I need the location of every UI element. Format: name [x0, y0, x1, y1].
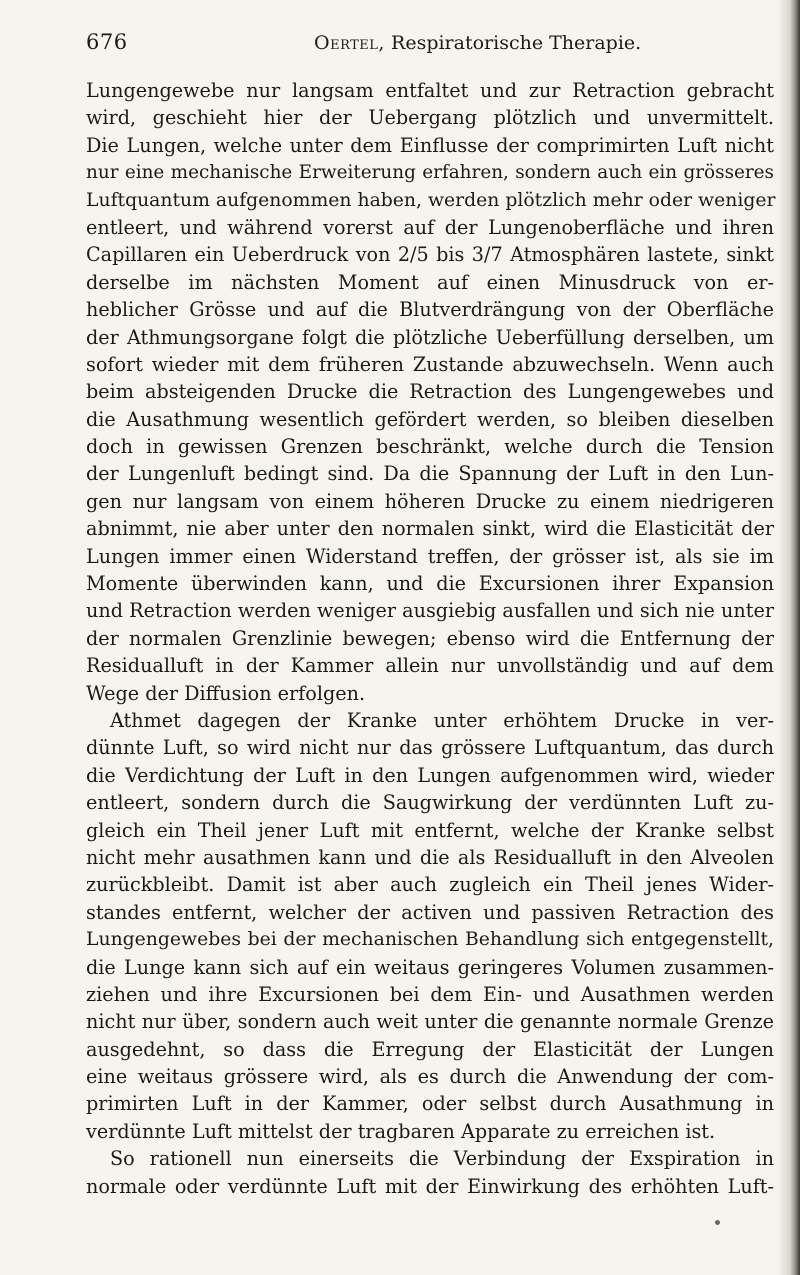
printing-speck — [715, 1220, 720, 1225]
text-line: normale oder verdünnte Luft mit der Einwirkung des erhöhten Luft- — [86, 1174, 774, 1198]
text-line: Lungen immer einen Widerstand treffen, der grösser ist, als sie im — [86, 544, 774, 568]
text-line: heblicher Grösse und auf die Blutverdrängung von der Oberfläche — [86, 298, 774, 322]
page-header — [86, 30, 776, 60]
text-line: nur eine mechanische Erweiterung erfahren, sondern auch ein grösseres — [86, 162, 774, 184]
text-line: Capillaren ein Ueberdruck von 2/5 bis 3/7 Atmosphären lastete, sinkt — [86, 243, 774, 267]
text-line: der normalen Grenzlinie bewegen; ebenso wird die Entfernung der — [86, 626, 774, 650]
text-line: Lungengewebe nur langsam entfaltet und zur Retraction gebracht — [86, 79, 774, 102]
text-line: Athmet dagegen der Kranke unter erhöhtem Drucke in ver- — [110, 708, 774, 732]
text-line: nicht nur über, sondern auch weit unter die genannte normale Grenze — [86, 1010, 774, 1034]
text-line: doch in gewissen Grenzen beschränkt, welche durch die Tension — [86, 435, 774, 459]
text-line: die Verdichtung der Luft in den Lungen aufgenommen wird, wieder — [86, 763, 774, 787]
text-line: der Athmungsorgane folgt die plötzliche Ueberfüllung derselben, um — [86, 325, 774, 349]
text-line: entleert, und während vorerst auf der Lungenoberfläche und ihren — [86, 215, 774, 239]
text-line: standes entfernt, welcher der activen und passiven Retraction des — [86, 900, 774, 924]
running-title-text: Respiratorische Therapie. — [391, 32, 642, 54]
text-line: wird, geschieht hier der Uebergang plötzlich und unvermittelt. — [86, 106, 774, 130]
text-line: Residualluft in der Kammer allein nur unvollständig und auf dem — [86, 654, 774, 678]
text-line: die Ausathmung wesentlich gefördert werden, so bleiben dieselben — [86, 407, 774, 431]
text-line: nicht mehr ausathmen kann und die als Residualluft in den Alveolen — [86, 845, 774, 869]
text-line: sofort wieder mit dem früheren Zustande abzuwechseln. Wenn auch — [86, 352, 774, 376]
text-line: derselbe im nächsten Moment auf einen Minusdruck von er- — [86, 270, 774, 294]
text-line: ziehen und ihre Excursionen bei dem Ein- und Ausathmen werden — [86, 982, 774, 1006]
text-line: entleert, sondern durch die Saugwirkung der verdünnten Luft zu- — [86, 791, 774, 815]
running-title-author: Oertel, — [314, 32, 385, 54]
text-line: zurückbleibt. Damit ist aber auch zugleich ein Theil jenes Wider- — [86, 873, 774, 897]
text-line: Wege der Diffusion erfolgen. — [86, 681, 366, 705]
text-line: dünnte Luft, so wird nicht nur das grössere Luftquantum, das durch — [86, 736, 774, 760]
text-line: und Retraction werden weniger ausgiebig ausfallen und sich nie unter — [86, 599, 774, 623]
text-line: der Lungenluft bedingt sind. Da die Spannung der Luft in den Lun- — [86, 462, 774, 486]
text-line: die Lunge kann sich auf ein weitaus geringeres Volumen zusammen- — [86, 955, 774, 979]
text-line: Lungengewebes bei der mechanischen Behandlung sich entgegenstellt, — [86, 929, 774, 951]
text-line: ausgedehnt, so dass die Erregung der Elasticität der Lungen — [86, 1037, 774, 1061]
text-line: Die Lungen, welche unter dem Einflusse der comprimirten Luft nicht — [86, 133, 774, 157]
text-line: gen nur langsam von einem höheren Drucke zu einem niedrigeren — [86, 489, 774, 513]
text-line: Momente überwinden kann, und die Excursionen ihrer Expansion — [86, 572, 774, 596]
text-line: So rationell nun einerseits die Verbindung der Exspiration in — [110, 1147, 774, 1171]
text-line: eine weitaus grössere wird, als es durch die Anwendung der com- — [86, 1065, 774, 1089]
text-line: Luftquantum aufgenommen haben, werden plötzlich mehr oder weniger — [86, 189, 776, 211]
page-number: 676 — [86, 30, 128, 54]
text-line: primirten Luft in der Kammer, oder selbst durch Ausathmung in — [86, 1092, 774, 1116]
text-line: beim absteigenden Drucke die Retraction des Lungengewebes und — [86, 380, 774, 404]
running-title — [314, 32, 641, 54]
body-text — [86, 77, 774, 1200]
text-line: abnimmt, nie aber unter den normalen sinkt, wird die Elasticität der — [86, 517, 774, 541]
text-line: verdünnte Luft mittelst der tragbaren Apparate zu erreichen ist. — [86, 1119, 716, 1143]
text-line: gleich ein Theil jener Luft mit entfernt, welche der Kranke selbst — [86, 818, 774, 842]
page-edge-shadow — [778, 0, 800, 1275]
